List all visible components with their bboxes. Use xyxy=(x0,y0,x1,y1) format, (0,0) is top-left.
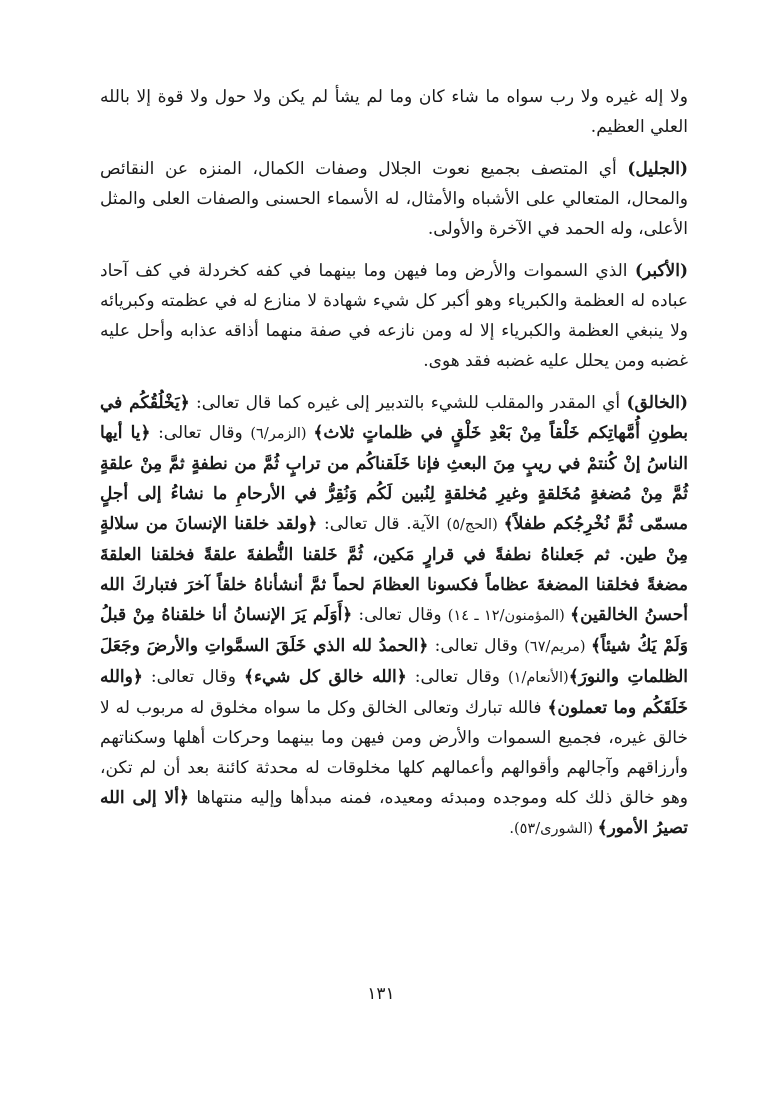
paragraph xyxy=(100,154,688,244)
text-run: وقال تعالى: xyxy=(406,667,508,687)
text-run: وقال تعالى: xyxy=(352,605,448,625)
defined-term: (الأكبر) xyxy=(634,261,688,281)
paragraph xyxy=(100,388,688,844)
verse-reference: (الحج/٥) xyxy=(446,517,504,533)
text-run: وقال تعالى: xyxy=(150,423,251,443)
verse-reference: (مريم/٦٧) xyxy=(524,639,591,655)
text-run: ولا إله غيره ولا رب سواه ما شاء كان وما لم يشأ لم يكن ولا حول ولا قوة إلا بالله العلي العظيم. xyxy=(100,87,688,137)
page-body xyxy=(100,82,688,844)
quran-quote: ﴿ألا إلى الله تصيرُ الأمور﴾ xyxy=(100,788,688,838)
text-run: أي المتصف بجميع نعوت الجلال وصفات الكمال، المنزه عن النقائص والمحال، المتعالي على الأشباه والأمثال، له الأسماء الحسنى والصفات العلى والمثل الأعلى، وله الحمد في الآخرة والأولى. xyxy=(100,159,688,239)
quran-quote: ﴿أَوَلَم يَرَ الإنسانُ أنا خلقناهُ مِنْ قبلُ وَلَمْ يَكُ شيئاً﴾ xyxy=(100,605,688,656)
text-run: فالله تبارك وتعالى الخالق وكل ما سواه مخلوق له مربوب له لا خالق غيره، فجميع السموات والأرض ومن فيهن وما بينهما وحركات أهلها وسكناتهم وأرزاقهم وآجالهم وأقوالهم وأعمالهم كلها مخلوقات له محدثة كائنة بعد أن لم تكن، وهو خالق ذلك كله وموجده ومبدئه ومعيده، فمنه مبدأها وإليه منتهاها xyxy=(100,698,688,808)
quran-quote: ﴿يا أيها الناسُ إنْ كُنتمْ في ريبٍ مِنَ البعثِ فإنا خَلَقناكُم من ترابٍ ثُمَّ من نطفةٍ ثمَّ مِنْ علقةٍ ثُمَّ مِنْ مُضغةٍ مُخَلقةٍ وغيرِ مُخلقةٍ لِنُبين لَكُم وَنُقِرُّ في الأرحامِ ما نشاءُ إلى أجلٍ مسمّى ثُمَّ نُخْرِجُكم طفلاً﴾ xyxy=(100,423,688,534)
text-run: أي المقدر والمقلب للشيء بالتدبير إلى غيره كما قال تعالى: xyxy=(189,393,627,413)
quran-quote: ﴿الله خالق كل شيء﴾ xyxy=(244,667,407,687)
verse-reference: (الأنعام/١) xyxy=(507,670,569,686)
quran-quote: ﴿يَخْلُقُكُم في بطونِ أُمَّهاتِكم خَلْقاً مِنْ بَعْدِ خَلْقٍ في ظلماتٍ ثلاث﴾ xyxy=(100,393,688,443)
quran-quote: ﴿ولقد خلقنا الإنسانَ من سلالةٍ مِنْ طين. ثم جَعلناهُ نطفةً في قرارٍ مَكين، ثُمَّ خَلقنا النُّطفةَ علقةً فخلقنا العلقةَ مضغةً فخلقنا المضغةَ عظاماً فكسونا العظامَ لحماً ثمَّ أنشأناهُ خلقاً آخرَ فتباركَ الله أحسنُ الخالقين﴾ xyxy=(100,514,688,625)
verse-reference: (الزمر/٦) xyxy=(250,426,314,442)
verse-reference: (الشورى/٥٣). xyxy=(509,821,598,837)
quran-quote: ﴿الحمدُ لله الذي خَلَقَ السمَّواتِ والأرضَ وجَعَلَ الظلماتِ والنورَ﴾ xyxy=(100,636,688,687)
text-run: الذي السموات والأرض وما فيهن وما بينهما في كفه كخردلة في كف آحاد عباده له العظمة والكبرياء وهو أكبر كل شيء شهادة لا منازع له في عظمته وكبريائه ولا ينبغي العظمة والكبرياء إلا له ومن نازعه في صفة منهما أذاقه عذابه وأحل عليه غضبه ومن يحلل عليه غضبه فقد هوى. xyxy=(100,261,688,371)
text-run: وقال تعالى: xyxy=(142,667,245,687)
defined-term: (الجليل) xyxy=(627,159,688,179)
defined-term: (الخالق) xyxy=(626,393,688,413)
paragraph xyxy=(100,256,688,376)
quran-quote: ﴿والله خَلَقَكُم وما تعملون﴾ xyxy=(100,667,688,718)
paragraph xyxy=(100,82,688,142)
text-run: وقال تعالى: xyxy=(428,636,525,656)
text-run: الآية. قال تعالى: xyxy=(317,514,447,534)
verse-reference: (المؤمنون/١٢ ـ ١٤) xyxy=(447,608,571,624)
page-number: ١٣١ xyxy=(367,984,395,1004)
